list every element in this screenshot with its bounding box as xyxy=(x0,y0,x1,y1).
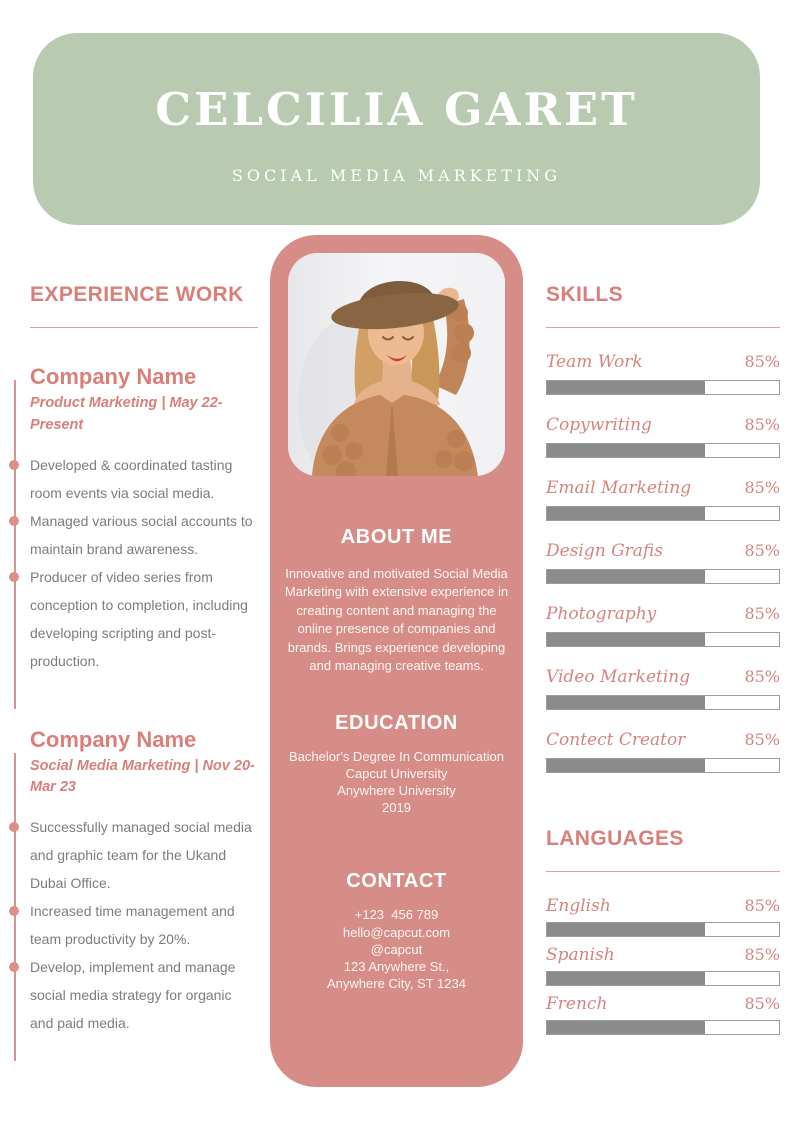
bullet-item: Developed & coordinated tasting room events via social media. xyxy=(30,451,258,507)
skill-row xyxy=(546,352,780,395)
about-title: ABOUT ME xyxy=(340,526,453,548)
skill-bar-fill xyxy=(547,507,705,520)
skill-percent: 85% xyxy=(744,730,780,749)
skill-bar xyxy=(546,380,780,395)
bullet-item: Producer of video series from conception to completion, including developing scripting and post-production. xyxy=(30,563,258,675)
experience-divider xyxy=(30,327,258,328)
contact-lines xyxy=(270,906,523,992)
skill-label: Copywriting xyxy=(546,415,652,435)
languages-list xyxy=(546,896,780,1035)
languages-section xyxy=(546,827,780,1035)
languages-title: LANGUAGES xyxy=(546,827,684,850)
bullet-item: Increased time management and team productivity by 20%. xyxy=(30,897,258,953)
education-line: Capcut University xyxy=(345,765,448,781)
bullet-item: Successfully managed social media and graphic team for the Ukand Dubai Office. xyxy=(30,813,258,897)
skill-bar-fill xyxy=(547,381,705,394)
street-address: 123 Anywhere St., xyxy=(343,958,450,974)
contact-title: CONTACT xyxy=(346,870,447,893)
skill-label: Email Marketing xyxy=(546,478,692,498)
skills-title: SKILLS xyxy=(546,283,624,306)
skill-bar xyxy=(546,758,780,773)
language-bar-fill xyxy=(547,923,705,936)
company-name: Company Name xyxy=(30,726,197,752)
language-label: French xyxy=(546,994,608,1014)
skills-section xyxy=(546,283,780,1043)
company-name: Company Name xyxy=(30,364,197,389)
skill-bar-fill xyxy=(547,696,705,709)
skill-label: Photography xyxy=(546,604,657,624)
skill-percent: 85% xyxy=(744,352,780,371)
experience-entry xyxy=(30,364,258,675)
skill-bar-fill xyxy=(547,444,705,457)
job-meta: Product Marketing | May 22-Present xyxy=(30,395,223,433)
skill-row xyxy=(546,478,780,521)
education-lines xyxy=(270,748,523,817)
bullet-list xyxy=(30,813,258,1037)
skill-percent: 85% xyxy=(744,415,780,434)
skill-bar xyxy=(546,443,780,458)
language-bar xyxy=(546,1020,780,1035)
skill-row xyxy=(546,541,780,584)
city-address: Anywhere City, ST 1234 xyxy=(327,975,466,991)
language-bar-fill xyxy=(547,1021,705,1034)
skill-bar-fill xyxy=(547,759,705,772)
skill-bar xyxy=(546,506,780,521)
job-meta: Social Media Marketing | Nov 20-Mar 23 xyxy=(30,757,255,796)
skill-percent: 85% xyxy=(744,667,780,686)
skill-label: Video Marketing xyxy=(546,667,691,687)
skill-row xyxy=(546,667,780,710)
bullet-item: Develop, implement and manage social media strategy for organic and paid media. xyxy=(30,953,258,1037)
experience-entry xyxy=(30,727,258,1038)
language-row xyxy=(546,994,780,1035)
social-handle: @capcut xyxy=(370,941,423,957)
education-line: Anywhere University xyxy=(337,783,456,799)
language-row xyxy=(546,896,780,937)
skill-label: Contect Creator xyxy=(546,730,686,750)
profile-photo xyxy=(288,253,505,476)
experience-section xyxy=(30,283,258,1037)
portrait-illustration xyxy=(288,253,505,476)
bullet-item: Managed various social accounts to maintain brand awareness. xyxy=(30,507,258,563)
header-banner xyxy=(33,33,760,225)
language-percent: 85% xyxy=(744,945,780,964)
language-row xyxy=(546,945,780,986)
languages-divider xyxy=(546,871,780,872)
skill-bar-fill xyxy=(547,633,705,646)
skill-row xyxy=(546,415,780,458)
phone-number: +123 456 789 xyxy=(354,907,439,923)
skill-bar xyxy=(546,695,780,710)
skill-label: Design Grafis xyxy=(546,541,663,561)
education-line: Bachelor's Degree In Communication xyxy=(289,748,504,764)
bullet-list xyxy=(30,451,258,675)
experience-title: EXPERIENCE WORK xyxy=(30,283,244,306)
language-label: Spanish xyxy=(546,945,615,965)
skill-percent: 85% xyxy=(744,541,780,560)
skill-label: Team Work xyxy=(546,352,643,372)
language-percent: 85% xyxy=(744,896,780,915)
education-title: EDUCATION xyxy=(335,711,458,734)
skill-percent: 85% xyxy=(744,604,780,623)
profile-panel xyxy=(270,235,523,1087)
skills-list xyxy=(546,352,780,773)
person-name: CELCILIA GARET xyxy=(155,83,638,136)
skill-percent: 85% xyxy=(744,478,780,497)
skill-bar xyxy=(546,569,780,584)
language-percent: 85% xyxy=(744,994,780,1013)
person-role: SOCIAL MEDIA MARKETING xyxy=(231,166,562,185)
skill-row xyxy=(546,730,780,773)
timeline-line xyxy=(14,380,16,709)
language-bar-fill xyxy=(547,972,705,985)
about-text: Innovative and motivated Social Media Marketing with extensive experience in creating content and managing the online presence of companies and brands. Brings experience developing and managing creative teams. xyxy=(284,566,509,674)
skills-divider xyxy=(546,327,780,328)
skill-bar xyxy=(546,632,780,647)
language-bar xyxy=(546,922,780,937)
language-label: English xyxy=(546,896,611,916)
skill-bar-fill xyxy=(547,570,705,583)
education-line: 2019 xyxy=(382,800,411,816)
language-bar xyxy=(546,971,780,986)
email-address: hello@capcut.com xyxy=(342,924,451,940)
skill-row xyxy=(546,604,780,647)
